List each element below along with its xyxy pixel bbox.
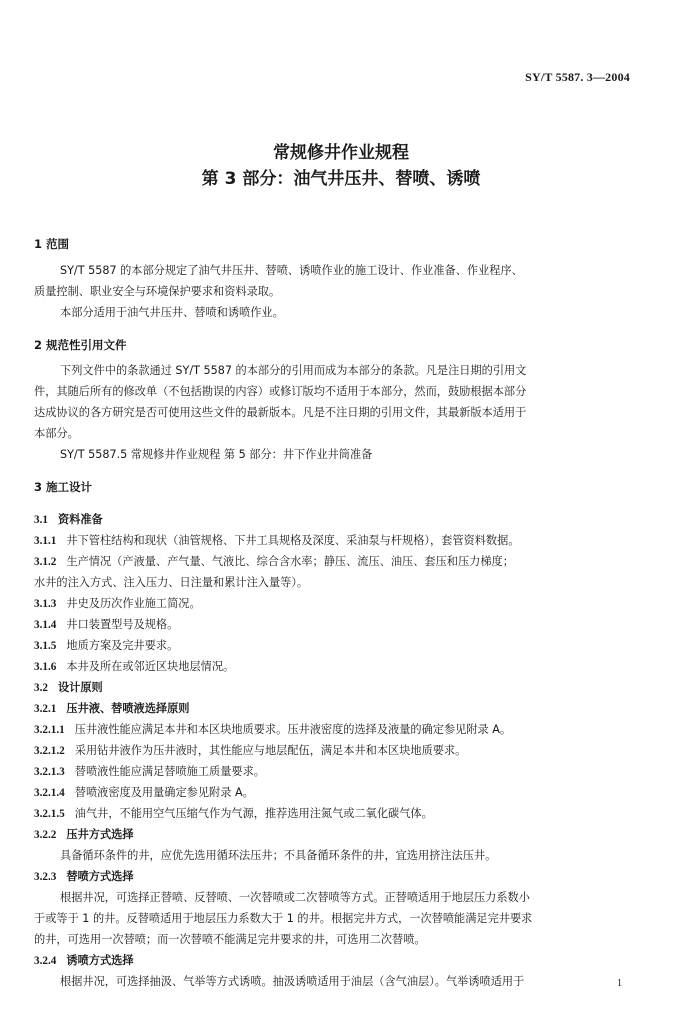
clause-title: 替喷方式选择: [66, 870, 134, 883]
clause-text: 于或等于 1 的井。反替喷适用于地层压力系数大于 1 的井。根据完井方式，一次替喷能满足完井要求: [34, 912, 533, 925]
clause-number: 3.1.6: [34, 661, 57, 673]
clause-number: 3.1.5: [34, 640, 57, 652]
clause-number: 3.2.4: [34, 955, 57, 967]
clause-number: 3.2: [34, 682, 48, 694]
document-subtitle: 第 3 部分：油气井压井、替喷、诱喷: [201, 169, 481, 189]
clause-title: 压井液、替喷液选择原则: [66, 702, 190, 715]
clause-text: 地质方案及完井要求。: [66, 639, 179, 652]
clause-number: 3.1.3: [34, 598, 57, 610]
paragraph-line: 达成协议的各方研究是否可使用这些文件的最新版本。凡是不注日期的引用文件，其最新版本适用于: [34, 406, 527, 419]
normative-reference: SY/T 5587.5 常规修井作业规程 第 5 部分：井下作业井筒准备: [60, 448, 373, 461]
clause-text: 井史及历次作业施工简况。: [66, 597, 201, 610]
clause-number: 3.2.1.4: [34, 787, 65, 799]
clause-text: 具备循环条件的井，应优先选用循环法压井；不具备循环条件的井，宜选用挤注法压井。: [60, 849, 497, 862]
clause-text: 采用钻井液作为压井液时，其性能应与地层配伍，满足本井和本区块地质要求。: [74, 744, 467, 757]
clause-number: 3.2.2: [34, 829, 57, 841]
section-heading-2: 2 规范性引用文件: [34, 338, 127, 352]
clause-text: 压井液性能应满足本井和本区块地质要求。压井液密度的选择及液量的确定参见附录 A。: [74, 723, 512, 736]
paragraph-line: 本部分。: [34, 427, 79, 440]
section-heading-3: 3 施工设计: [34, 480, 93, 494]
paragraph-line: SY/T 5587 的本部分规定了油气井压井、替喷、诱喷作业的施工设计、作业准备、作业程序、: [60, 264, 523, 277]
clause-number: 3.2.3: [34, 871, 57, 883]
standard-number: SY/T 5587. 3—2004: [525, 70, 630, 84]
clause-title: 资料准备: [57, 513, 103, 526]
clause-text: 本井及所在或邻近区块地层情况。: [66, 660, 235, 673]
paragraph-line: 下列文件中的条款通过 SY/T 5587 的本部分的引用而成为本部分的条款。凡是注日期的引用文: [60, 364, 527, 377]
clause-text: 替喷液性能应满足替喷施工质量要求。: [74, 765, 265, 778]
clause-title: 设计原则: [57, 681, 103, 694]
paragraph-line: 本部分适用于油气井压井、替喷和诱喷作业。: [60, 306, 284, 319]
paragraph-line: 质量控制、职业安全与环境保护要求和资料录取。: [34, 285, 281, 298]
clause-text: 井下管柱结构和现状（油管规格、下井工具规格及深度、采油泵与杆规格），套管资料数据。: [66, 534, 520, 547]
clause-number: 3.1.4: [34, 619, 57, 631]
clause-number: 3.1: [34, 514, 48, 526]
clause-number: 3.1.2: [34, 556, 57, 568]
clause-text: 油气井，不能用空气压缩气作为气源，推荐选用注氮气或二氧化碳气体。: [74, 807, 433, 820]
clause-number: 3.2.1.3: [34, 766, 65, 778]
clause-text: 生产情况（产液量、产气量、气液比、综合含水率；静压、流压、油压、套压和压力梯度；: [66, 555, 514, 568]
clause-number: 3.2.1.5: [34, 808, 65, 820]
clause-text: 的井，可选用一次替喷；而一次替喷不能满足完井要求的井，可选用二次替喷。: [34, 933, 426, 946]
clause-text: 根据井况，可选择抽汲、气举等方式诱喷。抽汲诱喷适用于油层（含气油层）。气举诱喷适用于: [60, 975, 525, 988]
document-title: 常规修井作业规程: [273, 143, 409, 163]
clause-text: 井口装置型号及规格。: [66, 618, 179, 631]
section-heading-1: 1 范围: [34, 237, 70, 251]
paragraph-line: 件，其随后所有的修改单（不包括勘误的内容）或修订版均不适用于本部分，然而，鼓励根据本部分: [34, 385, 527, 398]
clause-text: 根据井况，可选择正替喷、反替喷、一次替喷或二次替喷等方式。正替喷适用于地层压力系数小: [60, 891, 530, 904]
page-number: 1: [617, 978, 622, 989]
clause-number: 3.2.1: [34, 703, 57, 715]
clause-title: 诱喷方式选择: [66, 954, 134, 967]
clause-number: 3.2.1.1: [34, 724, 65, 736]
clause-number: 3.1.1: [34, 535, 57, 547]
clause-number: 3.2.1.2: [34, 745, 65, 757]
clause-text: 水井的注入方式、注入压力、日注量和累计注入量等）。: [34, 576, 309, 589]
clause-text: 替喷液密度及用量确定参见附录 A。: [74, 786, 254, 799]
clause-title: 压井方式选择: [66, 828, 134, 841]
